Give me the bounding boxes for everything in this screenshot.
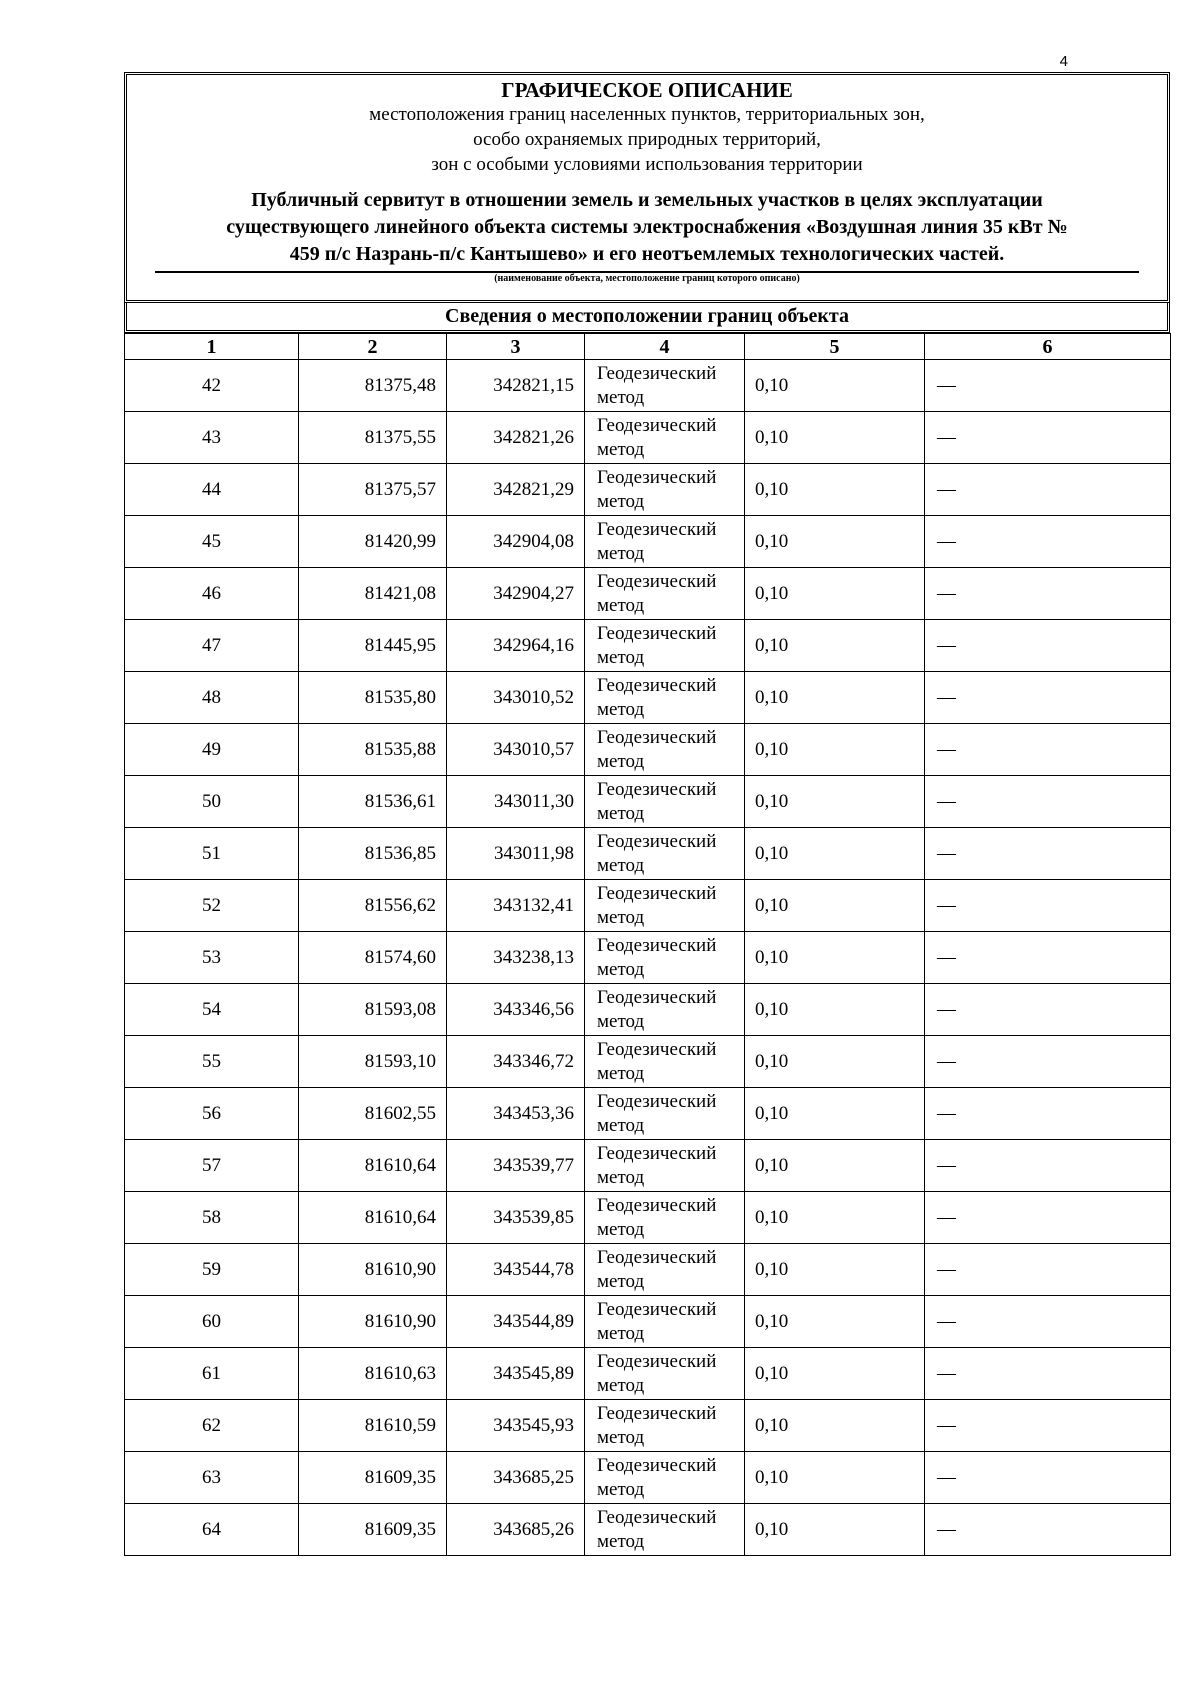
method-cell: Геодезический метод — [585, 1140, 745, 1192]
y-coordinate-cell: 343544,78 — [447, 1244, 585, 1296]
table-row — [125, 1348, 1171, 1400]
point-number-cell: 61 — [125, 1348, 299, 1400]
method-cell: Геодезический метод — [585, 828, 745, 880]
point-number-cell: 53 — [125, 932, 299, 984]
y-coordinate-cell: 343132,41 — [447, 880, 585, 932]
accuracy-cell: 0,10 — [745, 412, 925, 464]
header-box — [124, 72, 1170, 303]
table-row — [125, 620, 1171, 672]
method-cell: Геодезический метод — [585, 1244, 745, 1296]
x-coordinate-cell: 81420,99 — [299, 516, 447, 568]
y-coordinate-cell: 343544,89 — [447, 1296, 585, 1348]
method-cell: Геодезический метод — [585, 776, 745, 828]
object-name-line-2: существующего линейного объекта системы электроснабжения «Воздушная линия 35 кВт № — [226, 216, 1068, 238]
table-row — [125, 724, 1171, 776]
accuracy-cell: 0,10 — [745, 880, 925, 932]
column-header-2: 2 — [299, 334, 447, 360]
section-title: Сведения о местоположении границ объекта — [124, 303, 1170, 333]
x-coordinate-cell: 81609,35 — [299, 1452, 447, 1504]
table-row — [125, 1452, 1171, 1504]
x-coordinate-cell: 81602,55 — [299, 1088, 447, 1140]
x-coordinate-cell: 81445,95 — [299, 620, 447, 672]
accuracy-cell: 0,10 — [745, 1504, 925, 1556]
accuracy-cell: 0,10 — [745, 1296, 925, 1348]
x-coordinate-cell: 81610,64 — [299, 1140, 447, 1192]
x-coordinate-cell: 81610,64 — [299, 1192, 447, 1244]
x-coordinate-cell: 81610,90 — [299, 1296, 447, 1348]
point-number-cell: 51 — [125, 828, 299, 880]
method-cell: Геодезический метод — [585, 672, 745, 724]
table-row — [125, 672, 1171, 724]
description-cell: — — [925, 620, 1171, 672]
page-number: 4 — [1059, 53, 1068, 70]
method-cell: Геодезический метод — [585, 620, 745, 672]
x-coordinate-cell: 81421,08 — [299, 568, 447, 620]
x-coordinate-cell: 81609,35 — [299, 1504, 447, 1556]
table-row — [125, 516, 1171, 568]
description-cell: — — [925, 932, 1171, 984]
method-cell: Геодезический метод — [585, 1036, 745, 1088]
object-name-line-3: 459 п/с Назрань-п/с Кантышево» и его неотъемлемых технологических частей. — [289, 243, 1005, 265]
method-cell: Геодезический метод — [585, 932, 745, 984]
column-header-3: 3 — [447, 334, 585, 360]
y-coordinate-cell: 343346,56 — [447, 984, 585, 1036]
method-cell: Геодезический метод — [585, 568, 745, 620]
method-cell: Геодезический метод — [585, 1504, 745, 1556]
document-title: ГРАФИЧЕСКОЕ ОПИСАНИЕ — [501, 78, 793, 102]
accuracy-cell: 0,10 — [745, 776, 925, 828]
description-cell: — — [925, 1400, 1171, 1452]
y-coordinate-cell: 342904,08 — [447, 516, 585, 568]
point-number-cell: 42 — [125, 360, 299, 412]
method-cell: Геодезический метод — [585, 360, 745, 412]
description-cell: — — [925, 1348, 1171, 1400]
y-coordinate-cell: 343539,85 — [447, 1192, 585, 1244]
column-header-4: 4 — [585, 334, 745, 360]
table-row — [125, 1140, 1171, 1192]
x-coordinate-cell: 81593,08 — [299, 984, 447, 1036]
point-number-cell: 46 — [125, 568, 299, 620]
accuracy-cell: 0,10 — [745, 724, 925, 776]
y-coordinate-cell: 342821,26 — [447, 412, 585, 464]
point-number-cell: 44 — [125, 464, 299, 516]
y-coordinate-cell: 342821,29 — [447, 464, 585, 516]
y-coordinate-cell: 343539,77 — [447, 1140, 585, 1192]
x-coordinate-cell: 81610,59 — [299, 1400, 447, 1452]
point-number-cell: 49 — [125, 724, 299, 776]
description-cell: — — [925, 516, 1171, 568]
document-frame — [124, 72, 1170, 1556]
point-number-cell: 54 — [125, 984, 299, 1036]
point-number-cell: 45 — [125, 516, 299, 568]
accuracy-cell: 0,10 — [745, 516, 925, 568]
description-cell: — — [925, 1036, 1171, 1088]
x-coordinate-cell: 81536,85 — [299, 828, 447, 880]
x-coordinate-cell: 81610,90 — [299, 1244, 447, 1296]
description-cell: — — [925, 412, 1171, 464]
coordinates-table — [124, 333, 1171, 1556]
table-row — [125, 1192, 1171, 1244]
table-row — [125, 568, 1171, 620]
method-cell: Геодезический метод — [585, 1296, 745, 1348]
description-cell: — — [925, 1088, 1171, 1140]
y-coordinate-cell: 343010,52 — [447, 672, 585, 724]
x-coordinate-cell: 81375,55 — [299, 412, 447, 464]
object-caption: (наименование объекта, местоположение границ которого описано) — [494, 273, 800, 284]
method-cell: Геодезический метод — [585, 1400, 745, 1452]
table-row — [125, 1036, 1171, 1088]
x-coordinate-cell: 81556,62 — [299, 880, 447, 932]
table-row — [125, 828, 1171, 880]
y-coordinate-cell: 343545,93 — [447, 1400, 585, 1452]
method-cell: Геодезический метод — [585, 984, 745, 1036]
description-cell: — — [925, 880, 1171, 932]
x-coordinate-cell: 81610,63 — [299, 1348, 447, 1400]
method-cell: Геодезический метод — [585, 1348, 745, 1400]
point-number-cell: 56 — [125, 1088, 299, 1140]
point-number-cell: 57 — [125, 1140, 299, 1192]
table-row — [125, 1088, 1171, 1140]
y-coordinate-cell: 343453,36 — [447, 1088, 585, 1140]
x-coordinate-cell: 81535,88 — [299, 724, 447, 776]
description-cell: — — [925, 1452, 1171, 1504]
accuracy-cell: 0,10 — [745, 360, 925, 412]
point-number-cell: 63 — [125, 1452, 299, 1504]
point-number-cell: 60 — [125, 1296, 299, 1348]
description-cell: — — [925, 828, 1171, 880]
table-row — [125, 776, 1171, 828]
description-cell: — — [925, 568, 1171, 620]
table-row — [125, 360, 1171, 412]
accuracy-cell: 0,10 — [745, 1140, 925, 1192]
accuracy-cell: 0,10 — [745, 1452, 925, 1504]
table-row — [125, 1244, 1171, 1296]
accuracy-cell: 0,10 — [745, 828, 925, 880]
y-coordinate-cell: 343346,72 — [447, 1036, 585, 1088]
accuracy-cell: 0,10 — [745, 672, 925, 724]
table-row — [125, 932, 1171, 984]
x-coordinate-cell: 81375,48 — [299, 360, 447, 412]
y-coordinate-cell: 342964,16 — [447, 620, 585, 672]
document-subtitle-line-1: местоположения границ населенных пунктов, территориальных зон, — [369, 104, 925, 125]
table-row — [125, 464, 1171, 516]
point-number-cell: 62 — [125, 1400, 299, 1452]
document-subtitle-line-2: особо охраняемых природных территорий, — [473, 129, 821, 150]
column-header-5: 5 — [745, 334, 925, 360]
description-cell: — — [925, 1192, 1171, 1244]
point-number-cell: 52 — [125, 880, 299, 932]
y-coordinate-cell: 343685,25 — [447, 1452, 585, 1504]
y-coordinate-cell: 343011,30 — [447, 776, 585, 828]
accuracy-cell: 0,10 — [745, 984, 925, 1036]
x-coordinate-cell: 81574,60 — [299, 932, 447, 984]
object-name — [127, 187, 1167, 268]
column-header-6: 6 — [925, 334, 1171, 360]
description-cell: — — [925, 1140, 1171, 1192]
point-number-cell: 59 — [125, 1244, 299, 1296]
description-cell: — — [925, 672, 1171, 724]
point-number-cell: 50 — [125, 776, 299, 828]
accuracy-cell: 0,10 — [745, 464, 925, 516]
table-row — [125, 1400, 1171, 1452]
x-coordinate-cell: 81593,10 — [299, 1036, 447, 1088]
accuracy-cell: 0,10 — [745, 620, 925, 672]
table-row — [125, 412, 1171, 464]
accuracy-cell: 0,10 — [745, 1192, 925, 1244]
description-cell: — — [925, 1504, 1171, 1556]
y-coordinate-cell: 342821,15 — [447, 360, 585, 412]
point-number-cell: 48 — [125, 672, 299, 724]
description-cell: — — [925, 776, 1171, 828]
method-cell: Геодезический метод — [585, 412, 745, 464]
y-coordinate-cell: 343545,89 — [447, 1348, 585, 1400]
point-number-cell: 43 — [125, 412, 299, 464]
table-row — [125, 1296, 1171, 1348]
description-cell: — — [925, 360, 1171, 412]
point-number-cell: 47 — [125, 620, 299, 672]
x-coordinate-cell: 81535,80 — [299, 672, 447, 724]
description-cell: — — [925, 464, 1171, 516]
method-cell: Геодезический метод — [585, 1088, 745, 1140]
table-header-row — [125, 334, 1171, 360]
point-number-cell: 58 — [125, 1192, 299, 1244]
y-coordinate-cell: 343011,98 — [447, 828, 585, 880]
y-coordinate-cell: 343685,26 — [447, 1504, 585, 1556]
accuracy-cell: 0,10 — [745, 1244, 925, 1296]
document-subtitle-line-3: зон с особыми условиями использования территории — [431, 154, 863, 175]
table-row — [125, 1504, 1171, 1556]
x-coordinate-cell: 81375,57 — [299, 464, 447, 516]
accuracy-cell: 0,10 — [745, 1348, 925, 1400]
object-name-line-1: Публичный сервитут в отношении земель и земельных участков в целях эксплуатации — [251, 189, 1043, 211]
column-header-1: 1 — [125, 334, 299, 360]
method-cell: Геодезический метод — [585, 516, 745, 568]
method-cell: Геодезический метод — [585, 880, 745, 932]
description-cell: — — [925, 1244, 1171, 1296]
y-coordinate-cell: 343010,57 — [447, 724, 585, 776]
description-cell: — — [925, 1296, 1171, 1348]
accuracy-cell: 0,10 — [745, 932, 925, 984]
accuracy-cell: 0,10 — [745, 568, 925, 620]
accuracy-cell: 0,10 — [745, 1088, 925, 1140]
description-cell: — — [925, 984, 1171, 1036]
x-coordinate-cell: 81536,61 — [299, 776, 447, 828]
point-number-cell: 64 — [125, 1504, 299, 1556]
accuracy-cell: 0,10 — [745, 1400, 925, 1452]
accuracy-cell: 0,10 — [745, 1036, 925, 1088]
method-cell: Геодезический метод — [585, 724, 745, 776]
point-number-cell: 55 — [125, 1036, 299, 1088]
method-cell: Геодезический метод — [585, 464, 745, 516]
method-cell: Геодезический метод — [585, 1452, 745, 1504]
description-cell: — — [925, 724, 1171, 776]
y-coordinate-cell: 342904,27 — [447, 568, 585, 620]
method-cell: Геодезический метод — [585, 1192, 745, 1244]
table-row — [125, 984, 1171, 1036]
y-coordinate-cell: 343238,13 — [447, 932, 585, 984]
table-row — [125, 880, 1171, 932]
